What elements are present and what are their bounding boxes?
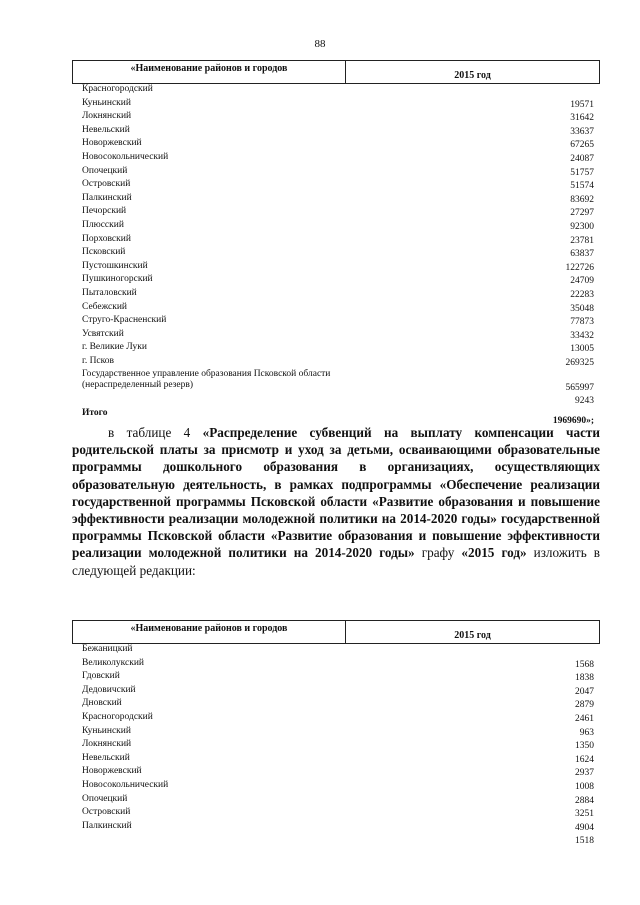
header-region-name: «Наименование районов и городов (73, 61, 346, 83)
table-row (72, 712, 600, 726)
row-region-name: Красногородский (82, 84, 153, 94)
table-row (72, 329, 600, 343)
row-amount: 1568 (575, 659, 594, 670)
row-amount: 27297 (570, 208, 594, 219)
row-amount: 67265 (570, 140, 594, 151)
row-amount: 92300 (570, 221, 594, 232)
table-row (72, 807, 600, 821)
table-row (72, 342, 600, 356)
row-region-name: Пушкиногорский (82, 274, 153, 285)
table-row (72, 780, 600, 794)
row-amount: 1350 (575, 741, 594, 752)
table-row (72, 766, 600, 780)
table-row (72, 671, 600, 685)
row-region-name: Дновский (82, 698, 122, 709)
row-region-name: Пустошкинский (82, 260, 148, 271)
table-row (72, 821, 600, 835)
row-region-name: Новоржевский (82, 766, 142, 777)
table-body (72, 644, 600, 848)
table-row (72, 753, 600, 767)
row-region-name: Новоржевский (82, 138, 142, 149)
table-row (72, 834, 600, 848)
table-header (72, 620, 600, 644)
row-amount: 33432 (570, 330, 594, 341)
amendment-paragraph (72, 424, 600, 579)
row-region-name: Красногородский (82, 711, 153, 722)
row-region-name: Островский (82, 807, 131, 818)
table-row (72, 369, 600, 394)
table-row (72, 739, 600, 753)
table-total-row (72, 408, 600, 427)
table-row (72, 234, 600, 248)
row-amount: 77873 (570, 317, 594, 328)
allocation-table-2 (72, 620, 600, 848)
row-amount: 33637 (570, 126, 594, 137)
table-header (72, 60, 600, 84)
paragraph-bold-column: «2015 год» (461, 545, 527, 561)
table-row (72, 315, 600, 329)
row-amount: 2937 (575, 768, 594, 779)
row-region-name: Гдовский (82, 671, 120, 682)
table-row (72, 138, 600, 152)
table-row (72, 356, 600, 370)
row-amount: 35048 (570, 303, 594, 314)
row-region-name: Себежский (82, 301, 127, 312)
row-amount: 565997 (565, 383, 594, 394)
table-row (72, 685, 600, 699)
row-amount: 4904 (575, 822, 594, 833)
row-amount: 2461 (575, 713, 594, 724)
table-row (72, 220, 600, 234)
row-region-name: Палкинский (82, 192, 132, 203)
row-amount: 2047 (575, 686, 594, 697)
table-row (72, 794, 600, 808)
table-row (72, 726, 600, 740)
row-region-name: Островский (82, 179, 131, 190)
table-row (72, 111, 600, 125)
row-region-name: Невельский (82, 752, 130, 763)
row-amount: 9243 (575, 396, 594, 407)
row-amount: 63837 (570, 249, 594, 260)
row-region-name: Порховский (82, 233, 131, 244)
row-amount: 24709 (570, 276, 594, 287)
table-body (72, 84, 600, 427)
row-amount: 2879 (575, 700, 594, 711)
table-row (72, 698, 600, 712)
row-region-name: Новосокольнический (82, 779, 169, 790)
row-region-name: г. Псков (82, 355, 115, 366)
row-region-name: Куньинский (82, 725, 131, 736)
row-region-name: Плюсский (82, 219, 124, 230)
table-row (72, 206, 600, 220)
row-amount: 23781 (570, 235, 594, 246)
row-region-name: Невельский (82, 124, 130, 135)
row-region-name: Куньинский (82, 97, 131, 108)
row-region-name: Дедовичский (82, 684, 136, 695)
row-amount: 1624 (575, 754, 594, 765)
row-region-name: Великолукский (82, 657, 145, 668)
paragraph-text-1: в таблице 4 (108, 425, 203, 440)
row-region-name: Псковский (82, 247, 126, 258)
row-region-name: Палкинский (82, 820, 132, 831)
row-region-name: Печорский (82, 206, 127, 217)
total-amount: 1969690»; (552, 416, 594, 427)
table-row (72, 394, 600, 408)
row-amount: 19571 (570, 99, 594, 110)
row-amount: 24087 (570, 153, 594, 164)
header-year: 2015 год (454, 70, 491, 81)
row-region-name: Струго-Красненский (82, 315, 167, 326)
header-region-name: «Наименование районов и городов (73, 621, 346, 643)
table-row (72, 125, 600, 139)
row-amount: 83692 (570, 194, 594, 205)
table-row (72, 247, 600, 261)
header-year: 2015 год (454, 630, 491, 641)
page-number: 88 (314, 38, 326, 50)
table-row (72, 274, 600, 288)
table-row (72, 644, 600, 658)
table-row (72, 288, 600, 302)
table-row (72, 179, 600, 193)
row-amount: 122726 (565, 262, 594, 273)
paragraph-text-3: изложить в следующей редакции: (72, 545, 600, 578)
row-region-name: Пыталовский (82, 287, 137, 298)
row-amount: 13005 (570, 344, 594, 355)
row-amount: 1518 (575, 836, 594, 847)
paragraph-text-2: графу (414, 545, 462, 561)
table-row (72, 152, 600, 166)
row-region-name: г. Великие Луки (82, 342, 147, 353)
row-amount: 31642 (570, 113, 594, 124)
row-amount: 51757 (570, 167, 594, 178)
row-region-name: Усвятский (82, 328, 124, 339)
table-row (72, 658, 600, 672)
table-row (72, 261, 600, 275)
row-amount: 3251 (575, 809, 594, 820)
total-label: Итого (82, 408, 108, 419)
row-region-name: Локнянский (82, 111, 132, 122)
row-region-name: Государственное управление образования Псковской области (нераспределенный резерв) (82, 369, 331, 391)
row-region-name: Новосокольнический (82, 151, 169, 162)
row-amount: 1008 (575, 781, 594, 792)
table-row (72, 193, 600, 207)
row-amount: 963 (579, 727, 594, 738)
row-amount: 2884 (575, 795, 594, 806)
row-region-name: Опочецкий (82, 165, 128, 176)
table-row (72, 166, 600, 180)
paragraph-bold-title: «Распределение субвенций на выплату компенсации части родительской платы за присмотр и уход за детьми, осваивающими образовательные программы дошкольного образования в организациях, осуществляющих образовательную деятельность, в рамках подпрограммы «Обеспечение реализации государственной программы Псковской области «Развитие образования и повышение эффективности реализации молодежной политики на 2014-2020 годы» государственной программы Псковской области «Развитие образования и повышение эффективности реализации молодежной политики на 2014-2020 годы» (72, 425, 601, 561)
row-region-name: Бежаницкий (82, 644, 133, 654)
row-region-name: Опочецкий (82, 793, 128, 804)
row-amount: 51574 (570, 181, 594, 192)
table-row (72, 302, 600, 316)
table-row (72, 98, 600, 112)
allocation-table-1 (72, 60, 600, 427)
row-amount: 1838 (575, 673, 594, 684)
table-row (72, 84, 600, 98)
row-region-name: Локнянский (82, 739, 132, 750)
row-amount: 22283 (570, 289, 594, 300)
row-amount: 269325 (565, 357, 594, 368)
